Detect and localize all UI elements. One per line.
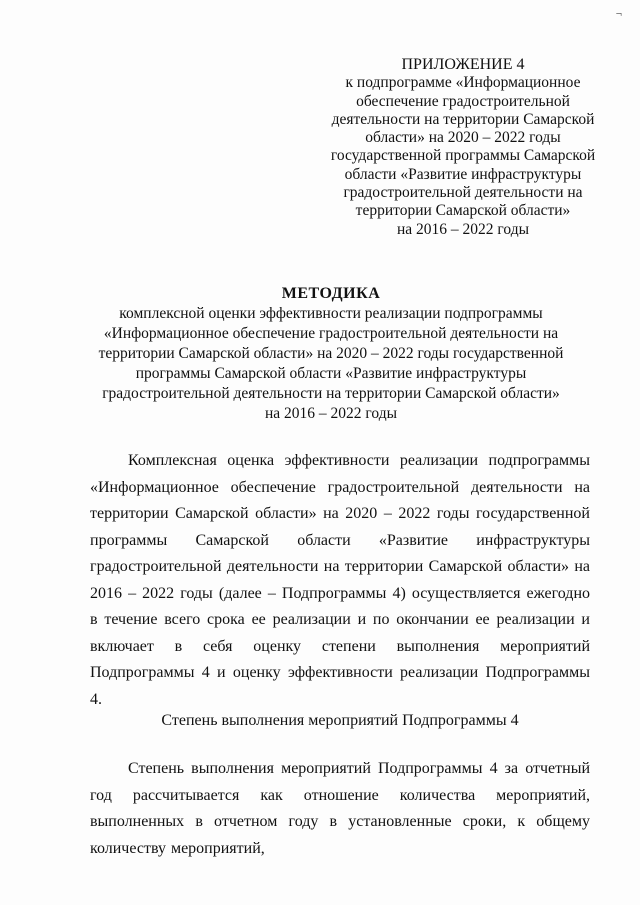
methodology-title: МЕТОДИКА — [281, 285, 381, 302]
methodology-heading — [96, 284, 566, 424]
appendix-line: к подпрограмме «Информационное — [345, 74, 581, 92]
corner-mark: ¬ — [615, 8, 622, 20]
methodology-line: градостроительной деятельности на территории Самарской области» — [102, 385, 560, 402]
appendix-line: государственной программы Самарской — [330, 147, 596, 165]
paragraph-text: Комплексная оценка эффективности реализации подпрограммы «Информационное обеспечение градостроительной деятельности на территории Самарской области» на 2020 – 2022 годы государственной программы Самарской области «Развитие инфраструктуры градостроительной деятельности на территории Самарской области» на 2016 – 2022 годы (далее – Подпрограммы 4) осуществляется ежегодно в течение всего срока ее реализации и по окончании ее реализации и включает в себя оценку степени выполнения мероприятий Подпрограммы 4 и оценку эффективности реализации Подпрограммы 4. — [90, 452, 590, 708]
methodology-line: программы Самарской области «Развитие инфраструктуры — [135, 365, 527, 382]
body-paragraph-2 — [90, 756, 590, 862]
appendix-line: области «Развитие инфраструктуры — [344, 165, 582, 183]
appendix-line: области» на 2020 – 2022 годы — [365, 129, 561, 147]
methodology-line: комплексной оценки эффективности реализации подпрограммы — [119, 305, 543, 322]
methodology-line: «Информационное обеспечение градостроительной деятельности на — [103, 325, 559, 342]
appendix-header — [326, 56, 600, 239]
appendix-line: на 2016 – 2022 годы — [397, 220, 529, 238]
methodology-line: территории Самарской области» на 2020 – 2022 годы государственной — [98, 345, 564, 362]
appendix-line: градостроительной деятельности на — [343, 184, 583, 202]
section-title: Степень выполнения мероприятий Подпрограммы 4 — [161, 712, 519, 729]
body-paragraph-1 — [90, 448, 590, 713]
paragraph-text: Степень выполнения мероприятий Подпрограммы 4 за отчетный год рассчитывается как отношение количества мероприятий, выполненных в отчетном году в установленные сроки, к общему количеству мероприятий, — [90, 760, 590, 857]
appendix-line: территории Самарской области» — [355, 202, 571, 220]
appendix-line: обеспечение градостроительной — [356, 92, 570, 110]
methodology-line: на 2016 – 2022 годы — [265, 405, 397, 422]
appendix-title: ПРИЛОЖЕНИЕ 4 — [401, 56, 525, 73]
appendix-line: деятельности на территории Самарской — [331, 110, 595, 128]
